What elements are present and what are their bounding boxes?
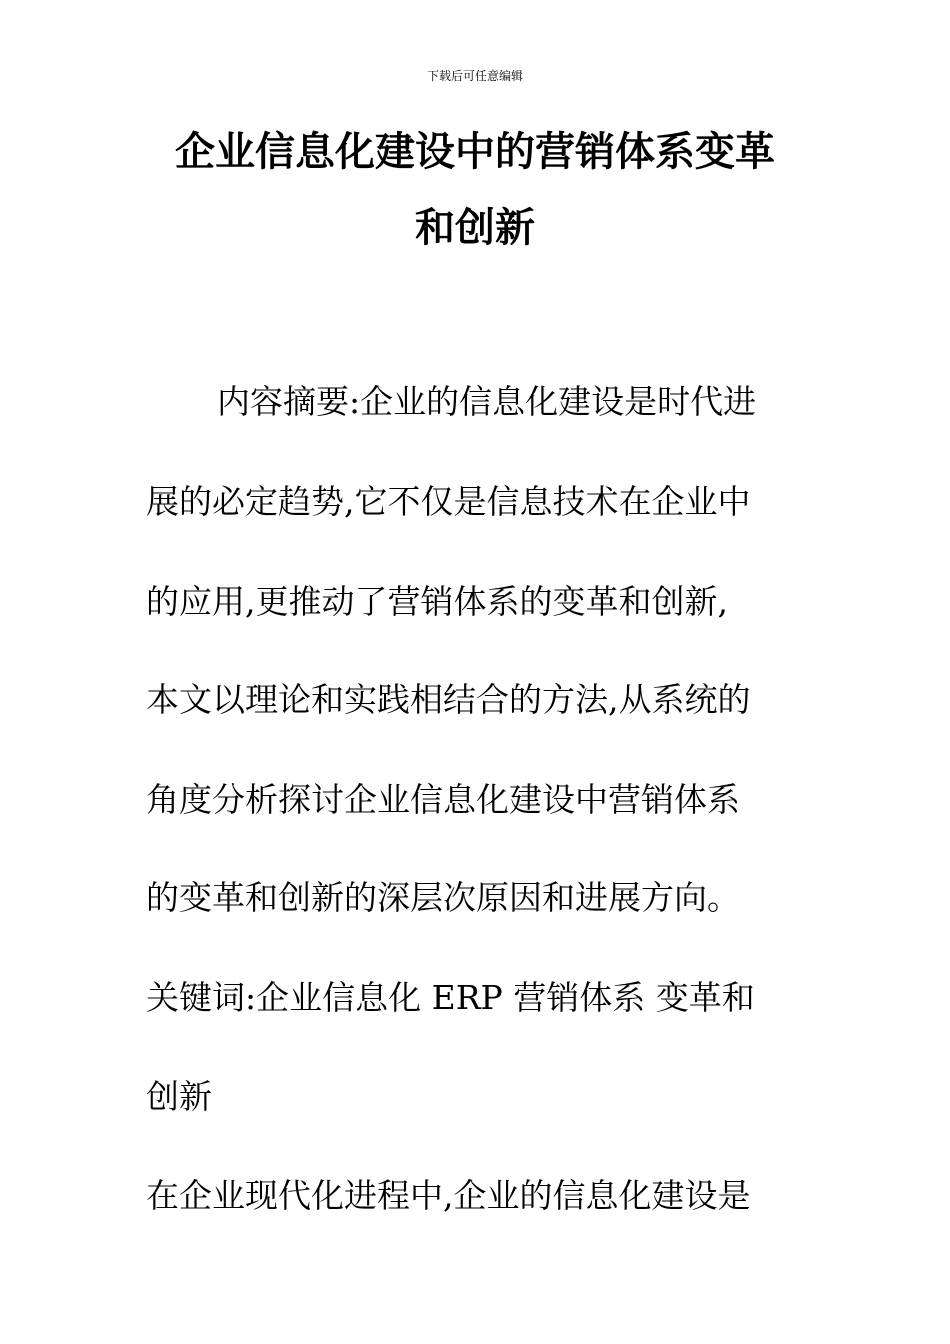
keywords-line: 关键词:企业信息化 ERP 营销体系 变革和 xyxy=(146,978,755,1017)
title-line-2: 和创新 xyxy=(415,205,535,251)
header-note: 下载后可任意编辑 xyxy=(426,69,523,83)
abstract-line: 角度分析探讨企业信息化建设中营销体系 xyxy=(146,780,740,819)
abstract-line: 的变革和创新的深层次原因和进展方向。 xyxy=(146,878,740,917)
keywords-line: 创新 xyxy=(146,1077,212,1116)
abstract-line: 内容摘要:企业的信息化建设是时代进 xyxy=(217,382,757,421)
title-line-1: 企业信息化建设中的营销体系变革 xyxy=(175,129,775,175)
body-line: 在企业现代化进程中,企业的信息化建设是 xyxy=(146,1176,751,1215)
abstract-line: 本文以理论和实践相结合的方法,从系统的 xyxy=(146,680,751,719)
abstract-line: 展的必定趋势,它不仅是信息技术在企业中 xyxy=(146,482,751,521)
abstract-line: 的应用,更推动了营销体系的变革和创新, xyxy=(146,582,728,621)
